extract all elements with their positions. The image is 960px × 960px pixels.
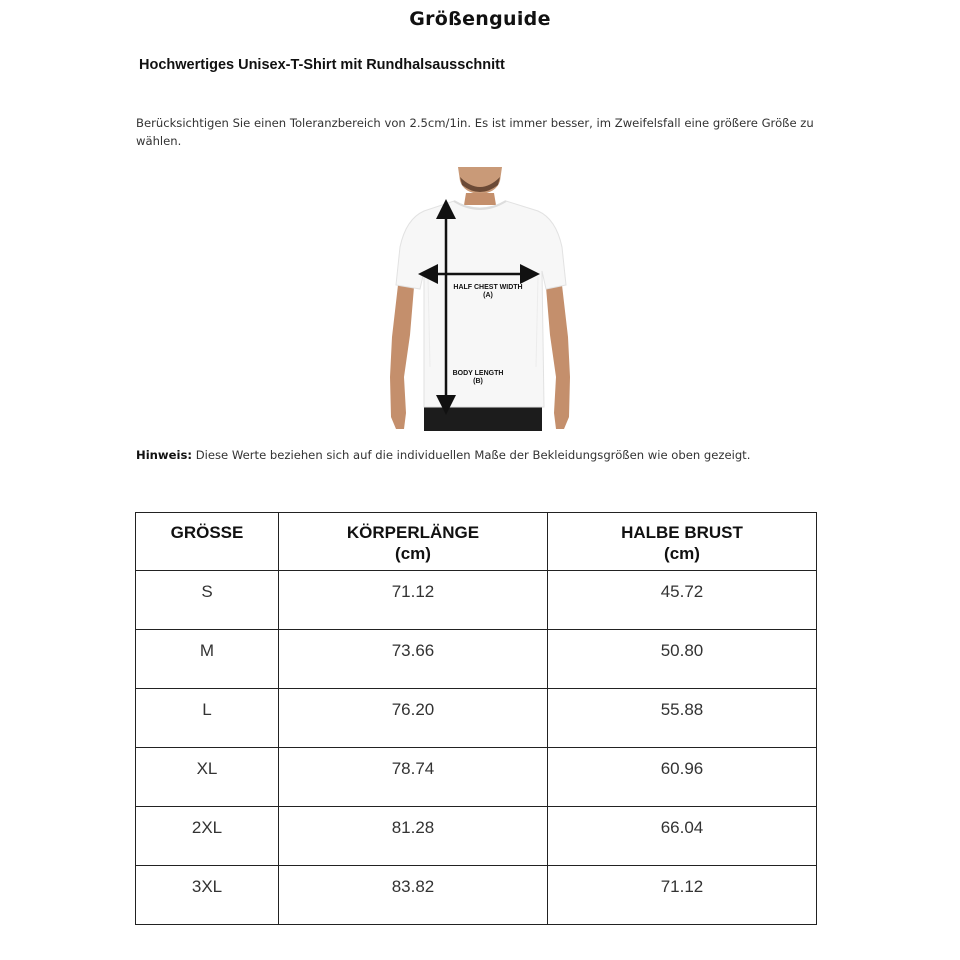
- cell-size: M: [136, 630, 279, 689]
- size-table: [135, 512, 817, 925]
- hint-note: [136, 448, 750, 462]
- table-row: [136, 807, 817, 866]
- header-body-length: [279, 513, 548, 571]
- page-title: Größenguide: [409, 8, 551, 30]
- table-row: [136, 571, 817, 630]
- cell-body-length: 76.20: [279, 689, 548, 748]
- product-title: Hochwertiges Unisex-T-Shirt mit Rundhalsausschnitt: [139, 57, 505, 73]
- cell-size: 2XL: [136, 807, 279, 866]
- table-header-row: [136, 513, 817, 571]
- tolerance-note: Berücksichtigen Sie einen Toleranzbereich von 2.5cm/1in. Es ist immer besser, im Zweifelsfall eine größere Größe zu wählen.: [136, 116, 814, 148]
- header-half-chest-label: HALBE BRUST: [621, 523, 743, 542]
- cell-half-chest: 50.80: [548, 630, 817, 689]
- body-length-label: BODY LENGTH: [452, 370, 504, 377]
- cell-half-chest: 71.12: [548, 866, 817, 925]
- cell-size: S: [136, 571, 279, 630]
- table-row: [136, 866, 817, 925]
- hint-text: Diese Werte beziehen sich auf die individuellen Maße der Bekleidungsgrößen wie oben gezeigt.: [192, 448, 751, 462]
- header-half-chest: [548, 513, 817, 571]
- cell-size: 3XL: [136, 866, 279, 925]
- cell-size: XL: [136, 748, 279, 807]
- cell-body-length: 81.28: [279, 807, 548, 866]
- cell-half-chest: 55.88: [548, 689, 817, 748]
- table-row: [136, 630, 817, 689]
- table-row: [136, 689, 817, 748]
- half-chest-label: HALF CHEST WIDTH: [453, 284, 523, 291]
- header-body-length-unit: (cm): [395, 544, 431, 563]
- header-half-chest-unit: (cm): [664, 544, 700, 563]
- cell-body-length: 73.66: [279, 630, 548, 689]
- cell-half-chest: 45.72: [548, 571, 817, 630]
- table-row: [136, 748, 817, 807]
- cell-half-chest: 66.04: [548, 807, 817, 866]
- hint-label: Hinweis:: [136, 448, 193, 462]
- cell-size: L: [136, 689, 279, 748]
- header-size-label: GRÖSSE: [170, 523, 244, 542]
- model-head: [458, 167, 502, 205]
- body-length-code: (B): [473, 378, 483, 385]
- model-left-arm: [390, 285, 414, 429]
- tshirt-measurement-figure: [388, 167, 572, 431]
- model-pants: [424, 405, 542, 431]
- cell-body-length: 71.12: [279, 571, 548, 630]
- half-chest-code: (A): [483, 292, 493, 299]
- cell-body-length: 83.82: [279, 866, 548, 925]
- model-right-arm: [546, 285, 570, 429]
- header-size: [136, 513, 279, 571]
- header-body-length-label: KÖRPERLÄNGE: [346, 523, 480, 542]
- cell-half-chest: 60.96: [548, 748, 817, 807]
- cell-body-length: 78.74: [279, 748, 548, 807]
